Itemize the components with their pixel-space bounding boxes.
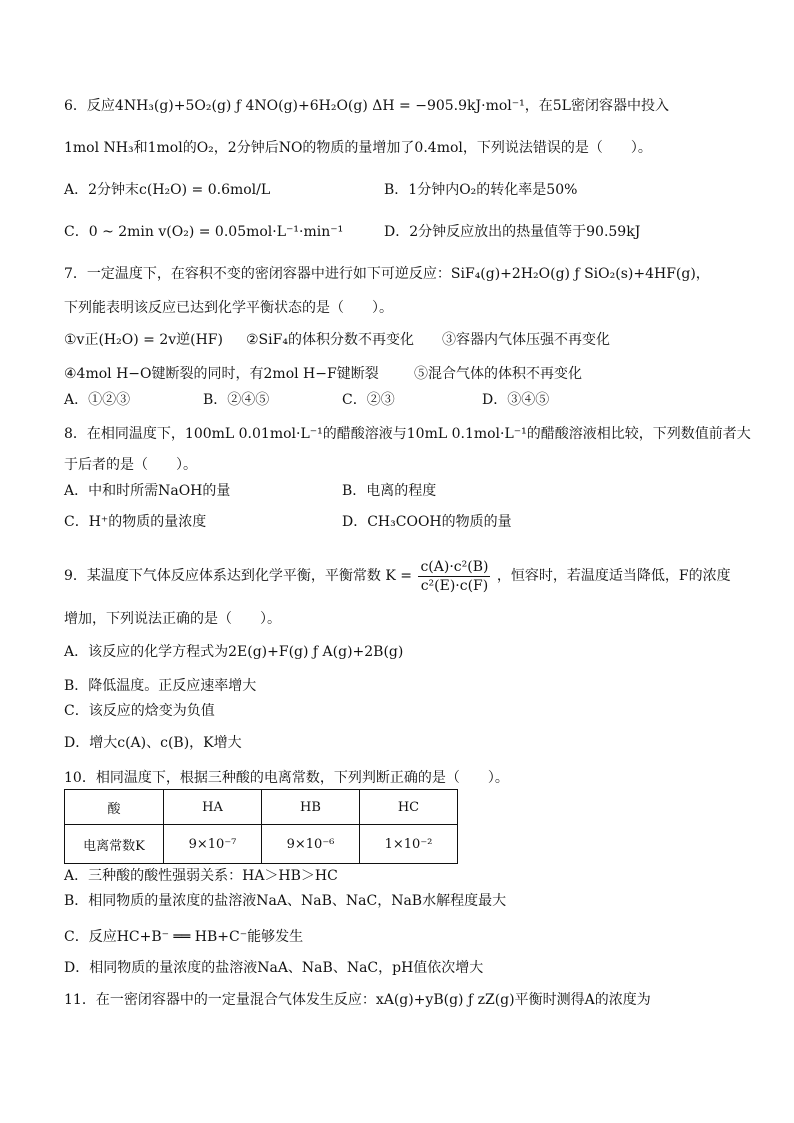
q9-equilibrium-constant-fraction: [418, 558, 490, 595]
table-cell: 电离常数K: [65, 825, 164, 864]
q10-option-a: A．三种酸的酸性强弱关系：HA＞HB＞HC: [64, 868, 338, 884]
q9-option-a: A．该反应的化学方程式为2E(g)+F(g) ƒ A(g)+2B(g): [64, 644, 404, 660]
q11-stem: 11．在一密闭容器中的一定量混合气体发生反应：xA(g)+yB(g) ƒ zZ(g)平衡时测得A的浓度为: [64, 992, 651, 1008]
q9-option-b: B．降低温度。正反应速率增大: [64, 678, 257, 694]
q8-option-b: B．电离的程度: [342, 483, 437, 499]
q8-stem-line2: 于后者的是（ ）。: [64, 457, 197, 473]
q9-option-d: D．增大c(A)、c(B)，K增大: [64, 735, 242, 751]
q7-statement-2: ②SiF₄的体积分数不再变化: [246, 332, 414, 348]
q8-option-a: A．中和时所需NaOH的量: [64, 483, 231, 499]
q6-stem-line1: 6．反应4NH₃(g)+5O₂(g) ƒ 4NO(g)+6H₂O(g) ΔH = −905.9kJ·mol⁻¹，在5L密闭容器中投入: [64, 98, 669, 114]
q6-option-b: B．1分钟内O₂的转化率是50%: [384, 182, 578, 198]
q9-stem-suffix: ，恒容时，若温度适当降低，F的浓度: [496, 568, 731, 584]
q6-stem-line2: 1mol NH₃和1mol的O₂，2分钟后NO的物质的量增加了0.4mol，下列说法错误的是（ ）。: [64, 140, 652, 156]
q9-option-c: C．该反应的焓变为负值: [64, 703, 215, 719]
q10-option-b: B．相同物质的量浓度的盐溶液NaA、NaB、NaC，NaB水解程度最大: [64, 893, 507, 909]
q6-option-a: A．2分钟末c(H₂O) = 0.6mol/L: [64, 182, 271, 198]
table-cell: 9×10⁻⁶: [262, 825, 360, 864]
table-header-cell: 酸: [65, 790, 164, 825]
q7-statement-1: ①v正(H₂O) = 2v逆(HF): [64, 332, 223, 348]
q9-stem-prefix: 9．某温度下气体反应体系达到化学平衡，平衡常数 K =: [64, 568, 412, 584]
q9-stem-line1: [64, 548, 731, 604]
q10-option-c: C．反应HC+B⁻ ══ HB+C⁻能够发生: [64, 929, 304, 945]
table-header-cell: HC: [360, 790, 458, 825]
q7-option-a: A．①②③: [64, 392, 131, 408]
table-header-cell: HB: [262, 790, 360, 825]
q10-stem: 10．相同温度下，根据三种酸的电离常数，下列判断正确的是（ ）。: [64, 770, 509, 786]
q7-option-c: C．②③: [342, 392, 395, 408]
q7-statement-3: ③容器内气体压强不再变化: [442, 332, 610, 348]
table-row: [65, 825, 458, 864]
table-cell: 1×10⁻²: [360, 825, 458, 864]
table-header-row: [65, 790, 458, 825]
acid-ionization-constant-table: [64, 789, 458, 864]
q7-option-d: D．③④⑤: [482, 392, 550, 408]
q7-statement-4: ④4mol H−O键断裂的同时，有2mol H−F键断裂: [64, 366, 379, 382]
q8-stem-line1: 8．在相同温度下，100mL 0.01mol·L⁻¹的醋酸溶液与10mL 0.1mol·L⁻¹的醋酸溶液相比较，下列数值前者大: [64, 426, 751, 442]
q6-option-c: C．0 ~ 2min v(O₂) = 0.05mol·L⁻¹·min⁻¹: [64, 224, 344, 240]
q8-option-d: D．CH₃COOH的物质的量: [342, 514, 512, 530]
q10-option-d: D．相同物质的量浓度的盐溶液NaA、NaB、NaC，pH值依次增大: [64, 960, 484, 976]
q9-fraction-denominator: c²(E)·c(F): [420, 577, 489, 594]
q9-stem-line2: 增加，下列说法正确的是（ ）。: [64, 611, 281, 627]
table-header-cell: HA: [164, 790, 262, 825]
q7-statement-5: ⑤混合气体的体积不再变化: [414, 366, 582, 382]
q7-stem-line1: 7．一定温度下，在容积不变的密闭容器中进行如下可逆反应：SiF₄(g)+2H₂O(g) ƒ SiO₂(s)+4HF(g)，: [64, 266, 710, 282]
q8-option-c: C．H⁺的物质的量浓度: [64, 514, 207, 530]
q9-fraction-numerator: c(A)·c²(B): [420, 558, 489, 575]
q7-stem-line2: 下列能表明该反应已达到化学平衡状态的是（ ）。: [64, 300, 393, 316]
table-cell: 9×10⁻⁷: [164, 825, 262, 864]
q7-option-b: B．②④⑤: [203, 392, 270, 408]
q6-option-d: D．2分钟反应放出的热量值等于90.59kJ: [384, 224, 641, 240]
